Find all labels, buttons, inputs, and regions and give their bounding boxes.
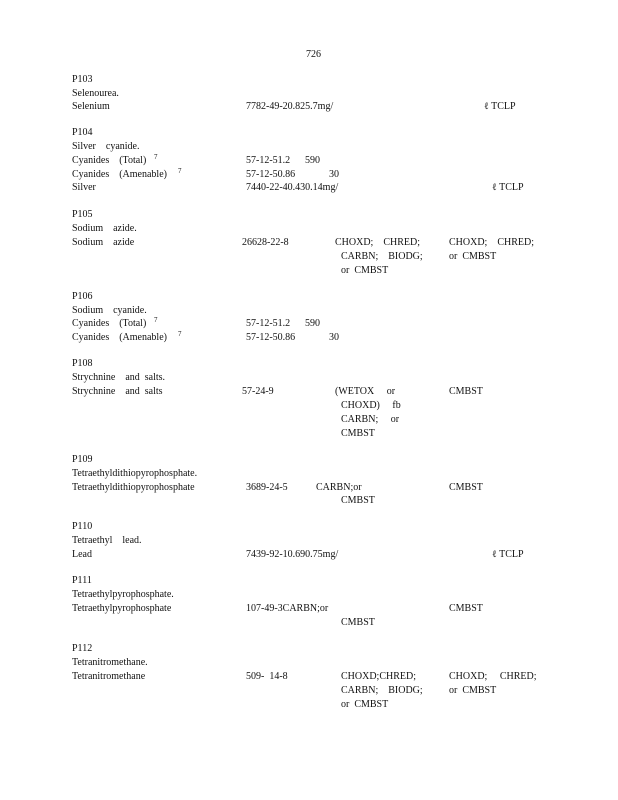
concentration: 30 bbox=[329, 332, 339, 343]
concentration: 590 bbox=[305, 318, 320, 329]
cas-number: 7440-22-40.430.14mg/ bbox=[246, 182, 339, 193]
constituent: Cyanides (Total) bbox=[72, 155, 147, 166]
tclp-note: ℓ TCLP bbox=[492, 549, 524, 560]
section-name: Tetraethyl lead. bbox=[72, 535, 142, 546]
section-name: Silver cyanide. bbox=[72, 141, 140, 152]
page-number: 726 bbox=[306, 49, 321, 60]
treatment-standard: or CMBST bbox=[341, 699, 389, 710]
constituent: Tetraethylpyrophosphate bbox=[72, 603, 172, 614]
alt-treatment-standard: CHOXD; CHRED; bbox=[449, 671, 537, 682]
section-code: P105 bbox=[72, 209, 93, 220]
section-code: P109 bbox=[72, 454, 93, 465]
treatment-standard: CARBN; BIODG; bbox=[341, 685, 423, 696]
treatment-standard: CARBN;or bbox=[316, 482, 362, 493]
constituent: Strychnine and salts bbox=[72, 386, 163, 397]
constituent: Cyanides (Total) bbox=[72, 318, 147, 329]
section-code: P111 bbox=[72, 575, 92, 586]
section-code: P108 bbox=[72, 358, 93, 369]
alt-treatment-standard: CHOXD; CHRED; bbox=[449, 237, 535, 248]
constituent: Sodium azide bbox=[72, 237, 135, 248]
treatment-standard: (WETOX or bbox=[335, 386, 396, 397]
cas-number: 3689-24-5 bbox=[246, 482, 288, 493]
footnote-marker: 7 bbox=[154, 153, 158, 161]
treatment-standard: CMBST bbox=[341, 428, 375, 439]
section-code: P112 bbox=[72, 643, 93, 654]
alt-treatment-standard: CMBST bbox=[449, 603, 483, 614]
cas-number: 57-12-51.2 bbox=[246, 155, 291, 166]
section-code: P110 bbox=[72, 521, 93, 532]
constituent: Cyanides (Amenable) bbox=[72, 169, 167, 180]
section-name: Sodium azide. bbox=[72, 223, 137, 234]
section-name: Selenourea. bbox=[72, 88, 119, 99]
treatment-standard: CHOXD) fb bbox=[341, 400, 401, 411]
section-code: P103 bbox=[72, 74, 93, 85]
constituent: Lead bbox=[72, 549, 92, 560]
constituent: Cyanides (Amenable) bbox=[72, 332, 167, 343]
tclp-note: ℓ TCLP bbox=[484, 101, 516, 112]
section-name: Tetraethylpyrophosphate. bbox=[72, 589, 174, 600]
section-code: P106 bbox=[72, 291, 93, 302]
section-name: Tetranitromethane. bbox=[72, 657, 148, 668]
constituent: Silver bbox=[72, 182, 96, 193]
treatment-standard: CARBN; or bbox=[341, 414, 400, 425]
alt-treatment-standard: CMBST bbox=[449, 386, 483, 397]
treatment-standard: CMBST bbox=[341, 495, 375, 506]
cas-number: 57-12-51.2 bbox=[246, 318, 291, 329]
cas-number: 7439-92-10.690.75mg/ bbox=[246, 549, 339, 560]
cas-number: 107-49-3CARBN;or bbox=[246, 603, 329, 614]
cas-number: 57-12-50.86 bbox=[246, 169, 296, 180]
section-name: Tetraethyldithiopyrophosphate. bbox=[72, 468, 198, 479]
cas-number: 7782-49-20.825.7mg/ bbox=[246, 101, 334, 112]
section-name: Sodium cyanide. bbox=[72, 305, 147, 316]
concentration: 30 bbox=[329, 169, 339, 180]
constituent: Tetraethyldithiopyrophosphate bbox=[72, 482, 195, 493]
footnote-marker: 7 bbox=[154, 316, 158, 324]
cas-number: 57-24-9 bbox=[242, 386, 274, 397]
constituent: Tetranitromethane bbox=[72, 671, 146, 682]
tclp-note: ℓ TCLP bbox=[492, 182, 524, 193]
treatment-standard: CARBN; BIODG; bbox=[341, 251, 423, 262]
treatment-standard: CMBST bbox=[341, 617, 375, 628]
section-name: Strychnine and salts. bbox=[72, 372, 166, 383]
alt-treatment-standard: or CMBST bbox=[449, 251, 497, 262]
footnote-marker: 7 bbox=[178, 167, 182, 175]
cas-number: 509- 14-8 bbox=[246, 671, 288, 682]
cas-number: 26628-22-8 bbox=[242, 237, 289, 248]
alt-treatment-standard: or CMBST bbox=[449, 685, 497, 696]
treatment-standard: or CMBST bbox=[341, 265, 389, 276]
cas-number: 57-12-50.86 bbox=[246, 332, 296, 343]
footnote-marker: 7 bbox=[178, 330, 182, 338]
concentration: 590 bbox=[305, 155, 320, 166]
treatment-standard: CHOXD; CHRED; bbox=[335, 237, 421, 248]
section-code: P104 bbox=[72, 127, 93, 138]
alt-treatment-standard: CMBST bbox=[449, 482, 483, 493]
constituent: Selenium bbox=[72, 101, 110, 112]
treatment-standard: CHOXD;CHRED; bbox=[341, 671, 417, 682]
